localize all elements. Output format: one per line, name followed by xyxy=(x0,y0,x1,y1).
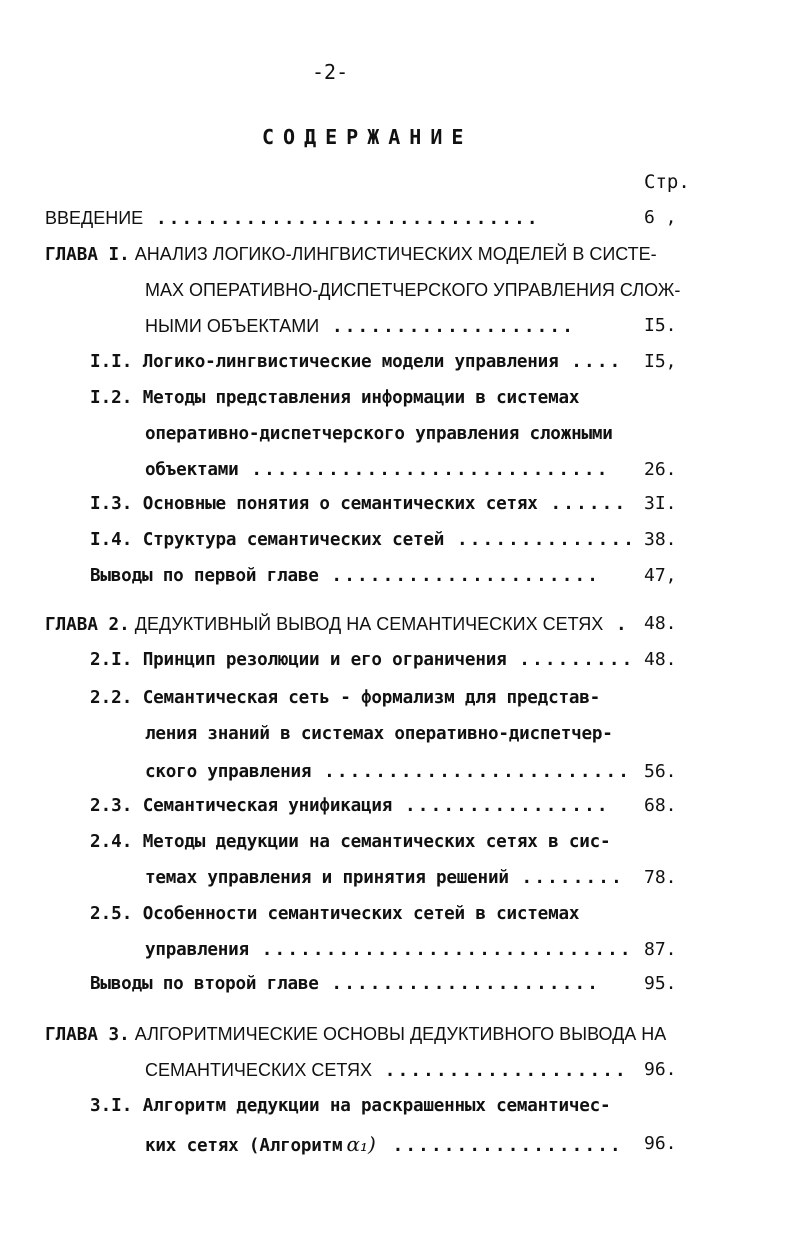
leader-dots: ................... xyxy=(319,317,576,337)
toc-line xyxy=(90,528,636,552)
toc-text: Принцип резолюции и его ограничения xyxy=(132,650,507,670)
leader-dots: ........ xyxy=(508,868,624,888)
toc-number: 2.3. xyxy=(90,796,133,816)
toc-line xyxy=(45,206,540,230)
leader-dots: ...... xyxy=(537,494,628,514)
toc-text: Семантическая унификация xyxy=(132,796,393,816)
toc-text: Выводы по второй главе xyxy=(90,974,319,994)
toc-line xyxy=(145,314,575,338)
leader-dots: .................. xyxy=(379,1136,623,1156)
leader-dots: ........................ xyxy=(311,762,632,782)
toc-text: Структура семантических сетей xyxy=(132,530,445,550)
toc-page-number: 26. xyxy=(644,459,677,480)
page-number: -2- xyxy=(312,60,349,84)
toc-page-number: 87. xyxy=(644,939,677,960)
toc-line xyxy=(90,386,579,410)
toc-text: Логико-лингвистические модели управления xyxy=(132,352,559,372)
toc-text: Особенности семантических сетей в системах xyxy=(132,904,580,924)
toc-number: 2.5. xyxy=(90,904,133,924)
toc-number: 2.2. xyxy=(90,688,133,708)
toc-page-number: 3I. xyxy=(644,493,677,514)
toc-line xyxy=(45,242,657,266)
toc-line xyxy=(145,760,631,784)
leader-dots: ..................... xyxy=(318,974,601,994)
toc-text: МАХ ОПЕРАТИВНО-ДИСПЕТЧЕРСКОГО УПРАВЛЕНИЯ СЛОЖ- xyxy=(145,280,681,300)
toc-text: управления xyxy=(145,940,249,960)
leader-dots: . xyxy=(603,615,629,635)
toc-number: ГЛАВА 2. xyxy=(45,615,130,635)
toc-page-number: 78. xyxy=(644,867,677,888)
toc-page-number: 95. xyxy=(644,973,677,994)
toc-line xyxy=(145,1132,623,1156)
toc-text: объектами xyxy=(145,460,239,480)
toc-number: I.2. xyxy=(90,388,133,408)
toc-line xyxy=(90,1094,610,1118)
toc-number: I.4. xyxy=(90,530,133,550)
toc-text: Выводы по первой главе xyxy=(90,566,319,586)
toc-line xyxy=(90,794,610,818)
toc-line xyxy=(145,278,680,302)
toc-line xyxy=(145,938,633,962)
toc-line xyxy=(145,722,613,746)
toc-line xyxy=(90,830,610,854)
toc-line xyxy=(45,612,629,636)
toc-text: ского управления xyxy=(145,762,312,782)
toc-line xyxy=(90,492,627,516)
toc-text: АЛГОРИТМИЧЕСКИЕ ОСНОВЫ ДЕДУКТИВНОГО ВЫВОДА НА xyxy=(129,1024,667,1044)
toc-page-number: 96. xyxy=(644,1133,677,1154)
toc-line xyxy=(145,458,610,482)
page-title: СОДЕРЖАНИЕ xyxy=(262,125,473,149)
leader-dots: .............. xyxy=(444,530,637,550)
page-column-label: Стр. xyxy=(644,171,690,193)
leader-dots: ............................. xyxy=(248,940,633,960)
toc-number: 3.I. xyxy=(90,1096,133,1116)
toc-page-number: 48. xyxy=(644,649,677,670)
toc-line xyxy=(90,350,622,374)
toc-page-number: 96. xyxy=(644,1059,677,1080)
leader-dots: .... xyxy=(558,352,623,372)
toc-text: Методы дедукции на семантических сетях в сис- xyxy=(132,832,611,852)
toc-line xyxy=(45,1022,666,1046)
toc-line xyxy=(90,564,600,588)
toc-text: ких сетях (Алгоритм xyxy=(145,1136,343,1156)
toc-text: ВВЕДЕНИЕ xyxy=(45,208,144,228)
toc-page-number: 38. xyxy=(644,529,677,550)
toc-number: ГЛАВА 3. xyxy=(45,1025,130,1045)
toc-page-number: 6 , xyxy=(644,207,677,228)
toc-number: 2.I. xyxy=(90,650,133,670)
toc-text: СЕМАНТИЧЕСКИХ СЕТЯХ xyxy=(145,1060,372,1080)
toc-page-number: I5, xyxy=(644,351,677,372)
toc-number: ГЛАВА I. xyxy=(45,245,130,265)
toc-text: Основные понятия о семантических сетях xyxy=(132,494,538,514)
toc-text: ДЕДУКТИВНЫЙ ВЫВОД НА СЕМАНТИЧЕСКИХ СЕТЯХ xyxy=(129,614,604,634)
toc-line xyxy=(90,902,579,926)
toc-line xyxy=(145,866,624,890)
toc-page-number: 68. xyxy=(644,795,677,816)
toc-line xyxy=(145,1058,628,1082)
toc-page-number: I5. xyxy=(644,315,677,336)
toc-line xyxy=(90,972,600,996)
leader-dots: ............................ xyxy=(238,460,610,480)
alpha-one-formula: α₁) xyxy=(346,1132,376,1156)
toc-page-number: 56. xyxy=(644,761,677,782)
toc-number: 2.4. xyxy=(90,832,133,852)
toc-text: темах управления и принятия решений xyxy=(145,868,509,888)
toc-line xyxy=(90,686,600,710)
leader-dots: .............................. xyxy=(143,209,540,229)
toc-text: НЫМИ ОБЪЕКТАМИ xyxy=(145,316,320,336)
leader-dots: ................... xyxy=(371,1061,628,1081)
leader-dots: ......... xyxy=(506,650,635,670)
toc-text: оперативно-диспетчерского управления сложными xyxy=(145,424,613,444)
toc-text: Алгоритм дедукции на раскрашенных семантичес- xyxy=(132,1096,611,1116)
leader-dots: ................ xyxy=(392,796,610,816)
toc-page-number: 47, xyxy=(644,565,677,586)
toc-line xyxy=(90,648,634,672)
toc-text: АНАЛИЗ ЛОГИКО-ЛИНГВИСТИЧЕСКИХ МОДЕЛЕЙ В СИСТЕ- xyxy=(129,244,657,264)
toc-number: I.3. xyxy=(90,494,133,514)
toc-number: I.I. xyxy=(90,352,133,372)
toc-text: Семантическая сеть - формализм для представ- xyxy=(132,688,601,708)
toc-page-number: 48. xyxy=(644,613,677,634)
toc-line xyxy=(145,422,613,446)
toc-text: Методы представления информации в системах xyxy=(132,388,580,408)
toc-text: ления знаний в системах оперативно-диспетчер- xyxy=(145,724,613,744)
leader-dots: ..................... xyxy=(318,566,601,586)
